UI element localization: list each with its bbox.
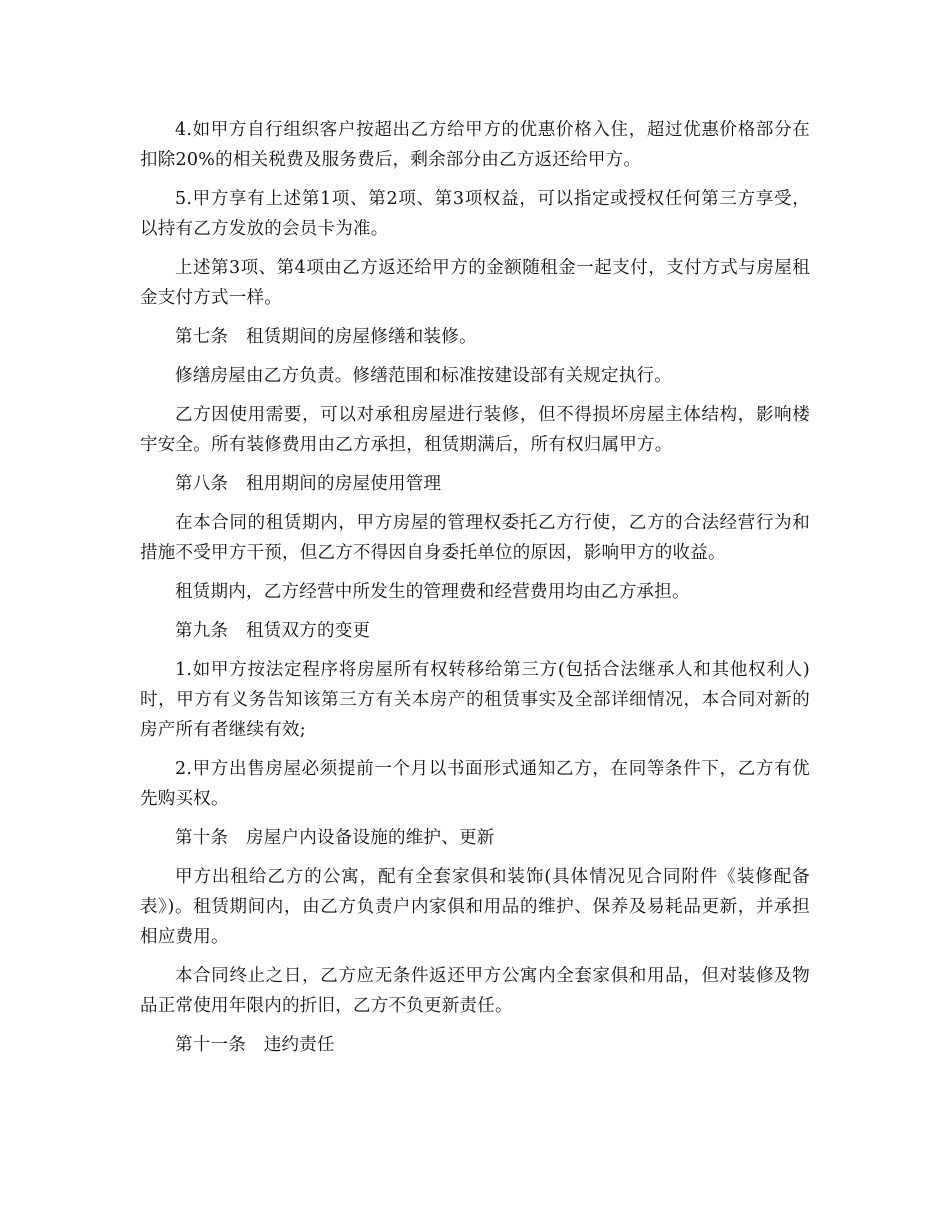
clause-6-payment-note: 上述第3项、第4项由乙方返还给甲方的金额随租金一起支付，支付方式与房屋租金支付方式一样。: [140, 258, 810, 308]
clause-6-item-5: 5.甲方享有上述第1项、第2项、第3项权益，可以指定或授权任何第三方享受，以持有乙方发放的会员卡为准。: [140, 189, 810, 239]
clause-7-repair: 修缮房屋由乙方负责。修缮范围和标准按建设部有关规定执行。: [175, 366, 672, 386]
clause-10-furnishing: 甲方出租给乙方的公寓，配有全套家俱和装饰(具体情况见合同附件《装修配备表》)。租赁期间内，由乙方负责户内家俱和用品的维护、保养及易耗品更新，并承担相应费用。: [140, 867, 810, 947]
clause-7-renovation: 乙方因使用需要，可以对承租房屋进行装修，但不得损坏房屋主体结构，影响楼宇安全。所有装修费用由乙方承担，租赁期满后，所有权归属甲方。: [140, 405, 810, 455]
clause-8-costs: 租赁期内，乙方经营中所发生的管理费和经营费用均由乙方承担。: [175, 582, 690, 602]
clause-8-management: 在本合同的租赁期内，甲方房屋的管理权委托乙方行使，乙方的合法经营行为和措施不受甲方干预，但乙方不得因自身委托单位的原因，影响甲方的收益。: [140, 513, 810, 563]
clause-9-item-2: 2.甲方出售房屋必须提前一个月以书面形式通知乙方，在同等条件下，乙方有优先购买权。: [140, 759, 810, 809]
clause-10-heading: 第十条 房屋户内设备设施的维护、更新: [175, 828, 495, 848]
clause-6-item-4: 4.如甲方自行组织客户按超出乙方给甲方的优惠价格入住，超过优惠价格部分在扣除20%的相关税费及服务费后，剩余部分由乙方返还给甲方。: [140, 120, 810, 170]
document-page: [140, 115, 810, 1069]
clause-10-return: 本合同终止之日，乙方应无条件返还甲方公寓内全套家俱和用品，但对装修及物品正常使用年限内的折旧，乙方不负更新责任。: [140, 966, 810, 1016]
clause-11-heading: 第十一条 违约责任: [175, 1035, 335, 1055]
clause-9-heading: 第九条 租赁双方的变更: [175, 621, 371, 641]
clause-9-item-1: 1.如甲方按法定程序将房屋所有权转移给第三方(包括合法继承人和其他权利人)时，甲方有义务告知该第三方有关本房产的租赁事实及全部详细情况，本合同对新的房产所有者继续有效;: [140, 660, 810, 740]
clause-7-heading: 第七条 租赁期间的房屋修缮和装修。: [175, 327, 477, 347]
clause-8-heading: 第八条 租用期间的房屋使用管理: [175, 474, 442, 494]
